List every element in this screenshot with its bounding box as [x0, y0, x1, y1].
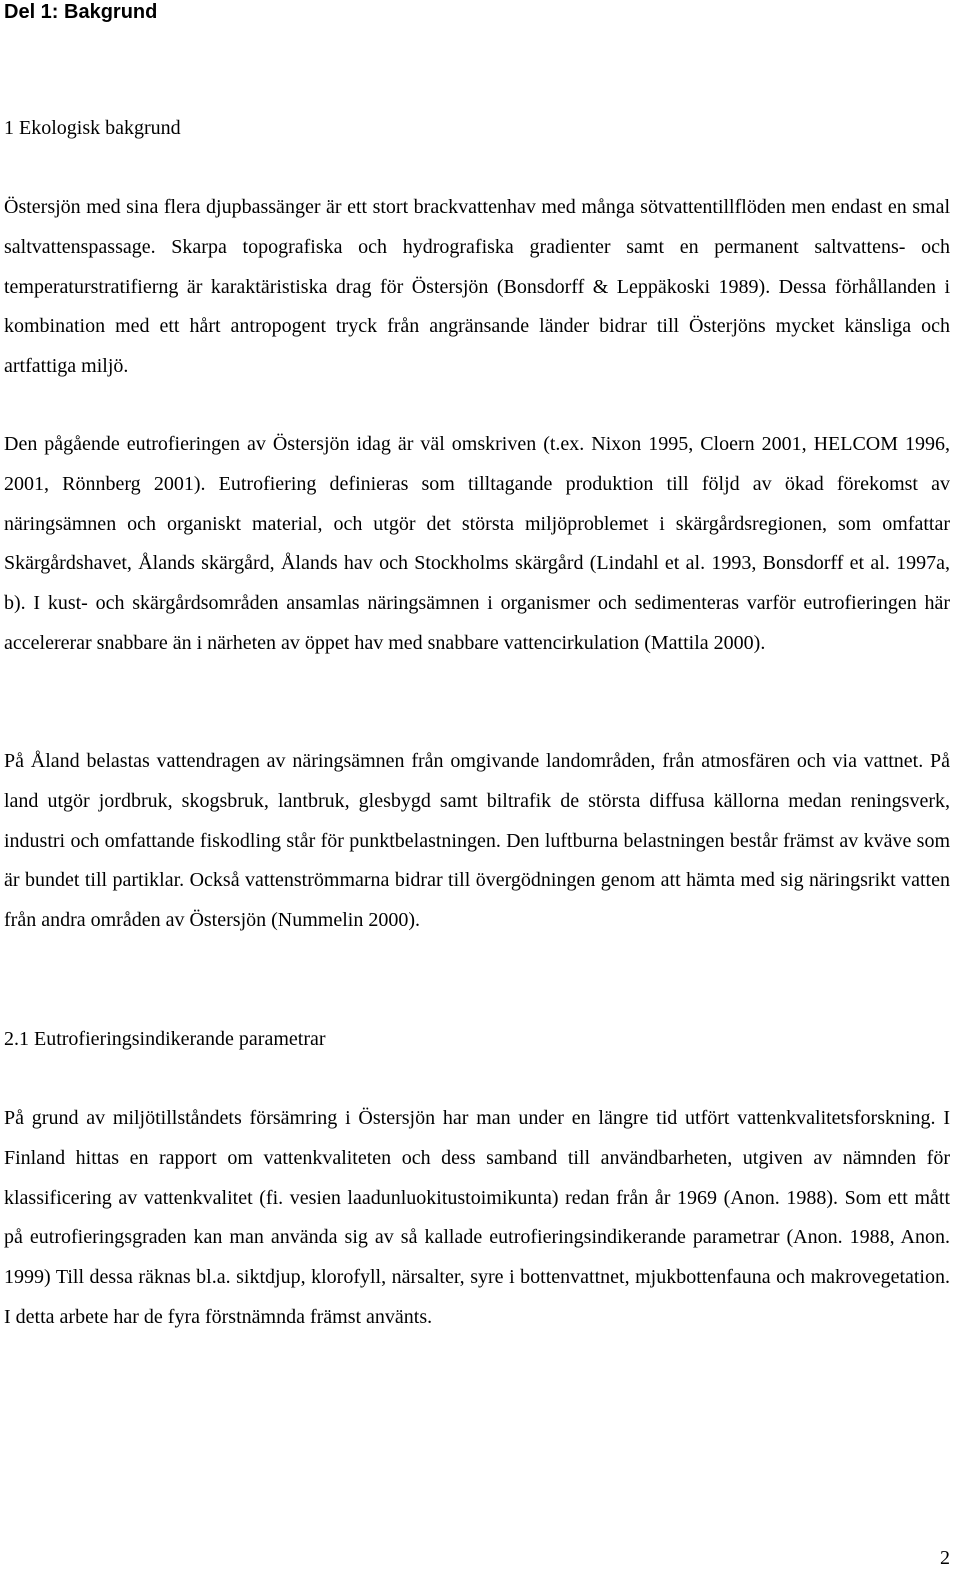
paragraph-eutrophication: Den pågående eutrofieringen av Östersjön idag är väl omskriven (t.ex. Nixon 1995, Cloern 2001, HELCOM 1996, 2001, Rönnberg 2001). Eutrofiering definieras som tilltagande produktion till följd av ökad förekomst av näringsämnen och organiskt material, och utgör det största miljöproblemet i skärgårdsregionen, som omfattar Skärgårdshavet, Ålands skärgård, Ålands hav och Stockholms skärgård (Lindahl et al. 1993, Bonsdorff et al. 1997a, b). I kust- och skärgårdsområden ansamlas näringsämnen i organismer och sedimenteras varför eutrofieringen här accelererar snabbare än i närheten av öppet hav med snabbare vattencirkulation (Mattila 2000).	[4, 433, 950, 654]
paragraph-indicator-parameters: På grund av miljötillståndets försämring i Östersjön har man under en längre tid utfört vattenkvalitetsforskning. I Finland hittas en rapport om vattenkvaliteten och dess samband till användbarheten, utgiven av nämnden för klassificering av vattenkvalitet (fi. vesien laadunluokitustoimikunta) redan från år 1969 (Anon. 1988). Som ett mått på eutrofieringsgraden kan man använda sig av så kallade eutrofieringsindikerande parametrar (Anon. 1988, Anon. 1999) Till dessa räknas bl.a. siktdjup, klorofyll, närsalter, syre i bottenvattnet, mjukbottenfauna och makrovegetation. I detta arbete har de fyra förstnämnda främst använts.	[4, 1107, 950, 1328]
part-title: Del 1: Bakgrund	[4, 1, 158, 23]
paragraph-aland-load: På Åland belastas vattendragen av näringsämnen från omgivande landområden, från atmosfären och via vattnet. På land utgör jordbruk, skogsbruk, lantbruk, glesbygd samt biltrafik de största diffusa källorna medan reningsverk, industri och omfattande fiskodling står för punktbelastningen. Den luftburna belastningen består främst av kväve som är bundet till partiklar. Också vattenströmmarna bidrar till övergödningen genom att hämta med sig näringsrikt vatten från andra områden av Östersjön (Nummelin 2000).	[4, 750, 950, 932]
page-number: 2	[940, 1547, 950, 1569]
section-heading-2-1: 2.1 Eutrofieringsindikerande parametrar	[4, 1028, 326, 1050]
paragraph-baltic-sea: Östersjön med sina flera djupbassänger är ett stort brackvattenhav med många sötvattentillflöden men endast en smal saltvattenspassage. Skarpa topografiska och hydrografiska gradienter samt en permanent saltvattens- och temperaturstratifierng är karaktäristiska drag för Östersjön (Bonsdorff & Leppäkoski 1989). Dessa förhållanden i kombination med ett hårt antropogent tryck från angränsande länder bidrar till Österjöns mycket känsliga och artfattiga miljö.	[4, 196, 950, 378]
section-heading-1: 1 Ekologisk bakgrund	[4, 117, 181, 139]
